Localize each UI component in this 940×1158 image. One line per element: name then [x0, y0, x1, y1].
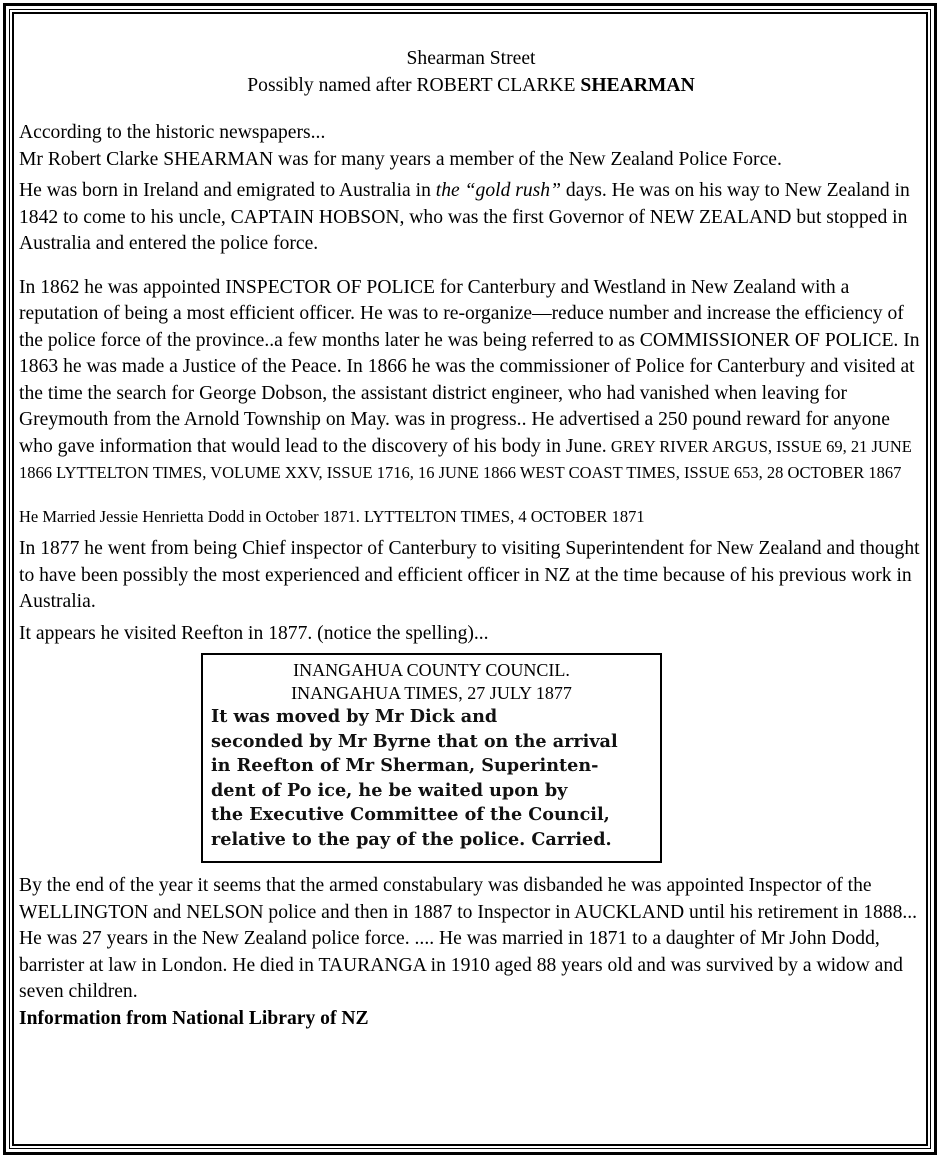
intro-line-1: According to the historic newspapers... — [19, 122, 326, 143]
clipping-text — [203, 705, 660, 852]
newspaper-clipping — [201, 653, 662, 863]
document-page — [19, 20, 923, 1032]
clipping-line: It was moved by Mr Dick and — [211, 706, 498, 727]
paragraph-married: He Married Jessie Henrietta Dodd in October 1871. LYTTELTON TIMES, 4 OCTOBER 1871 — [19, 506, 645, 526]
clipping-heading — [203, 659, 660, 705]
clipping-heading-1: INANGAHUA COUNTY COUNCIL. — [293, 660, 570, 680]
paragraph-end: By the end of the year it seems that the armed constabulary was disbanded he was appointed Inspector of the WELLINGTON and NELSON police and then in 1887 to Inspector in AUCKLAND until his retirement in 1888... He was 27 years in the New Zealand police force. .... He was married in 1871 to a daughter of Mr John Dodd, barrister at law in London. He died in TAURANGA in 1910 aged 88 years old and was survived by a widow and seven children. — [19, 875, 918, 1002]
paragraph-1877: In 1877 he went from being Chief inspector of Canterbury to visiting Superintendent for New Zealand and thought to have been possibly the most experienced and efficient officer in NZ at the time because of his previous work in Australia. — [19, 538, 920, 612]
clipping-heading-2: INANGAHUA TIMES, 27 JULY 1877 — [291, 683, 572, 703]
clipping-line: relative to the pay of the police. Carried. — [211, 828, 612, 850]
paragraph-reefton: It appears he visited Reefton in 1877. (notice the spelling)... — [19, 622, 489, 644]
paragraph-1862-text: In 1862 he was appointed INSPECTOR OF POLICE for Canterbury and Westland in New Zealand with a reputation of being a most efficient officer. He was to re-organize—reduce number and increase the efficiency of the police force of the province..a few months later he was being referred to as COMMISSIONER OF POLICE. In 1863 he was made a Justice of the Peace. In 1866 he was the commissioner of Police for Canterbury and visited at the time the search for George Dobson, the assistant district engineer, who had vanished when leaving for Greymouth from the Arnold Township on May. was in progress.. He advertised a 250 pound reward for anyone who gave information that would lead to the discovery of his body in June. — [19, 276, 920, 457]
born-text-2: days. He was on his way to New Zealand in 1842 to come to his uncle, CAPTAIN HOBSON, who was the first Governor of NEW ZEALAND but stopped in Australia and entered the police force. — [19, 180, 910, 254]
paragraph-1862-sources: GREY RIVER ARGUS, ISSUE 69, 21 JUNE 1866 LYTTELTON TIMES, VOLUME XXV, ISSUE 1716, 16 JUNE 1866 WEST COAST TIMES, ISSUE 653, 28 OCTOBER 1867 — [19, 436, 912, 482]
title-line-2 — [19, 73, 923, 100]
paragraph-born — [19, 178, 923, 258]
clipping-line: dent of Po ice, he be waited upon by — [211, 779, 568, 801]
title-line-1: Shearman Street — [406, 48, 536, 69]
title-line-2-text: Possibly named after ROBERT CLARKE — [247, 74, 581, 96]
born-italic: the “gold rush” — [435, 180, 562, 201]
born-text-1: He was born in Ireland and emigrated to Australia in — [19, 180, 436, 201]
credit-line: Information from National Library of NZ — [19, 1007, 369, 1029]
clipping-line: the Executive Committee of the Council, — [211, 804, 610, 825]
intro-line-2: Mr Robert Clarke SHEARMAN was for many years a member of the New Zealand Police Force. — [19, 148, 782, 170]
title-surname: SHEARMAN — [580, 74, 695, 96]
clipping-line: seconded by Mr Byrne that on the arrival — [211, 730, 618, 752]
paragraph-1862 — [19, 275, 923, 487]
document-title — [19, 46, 923, 99]
clipping-line: in Reefton of Mr Sherman, Superinten- — [211, 755, 599, 776]
